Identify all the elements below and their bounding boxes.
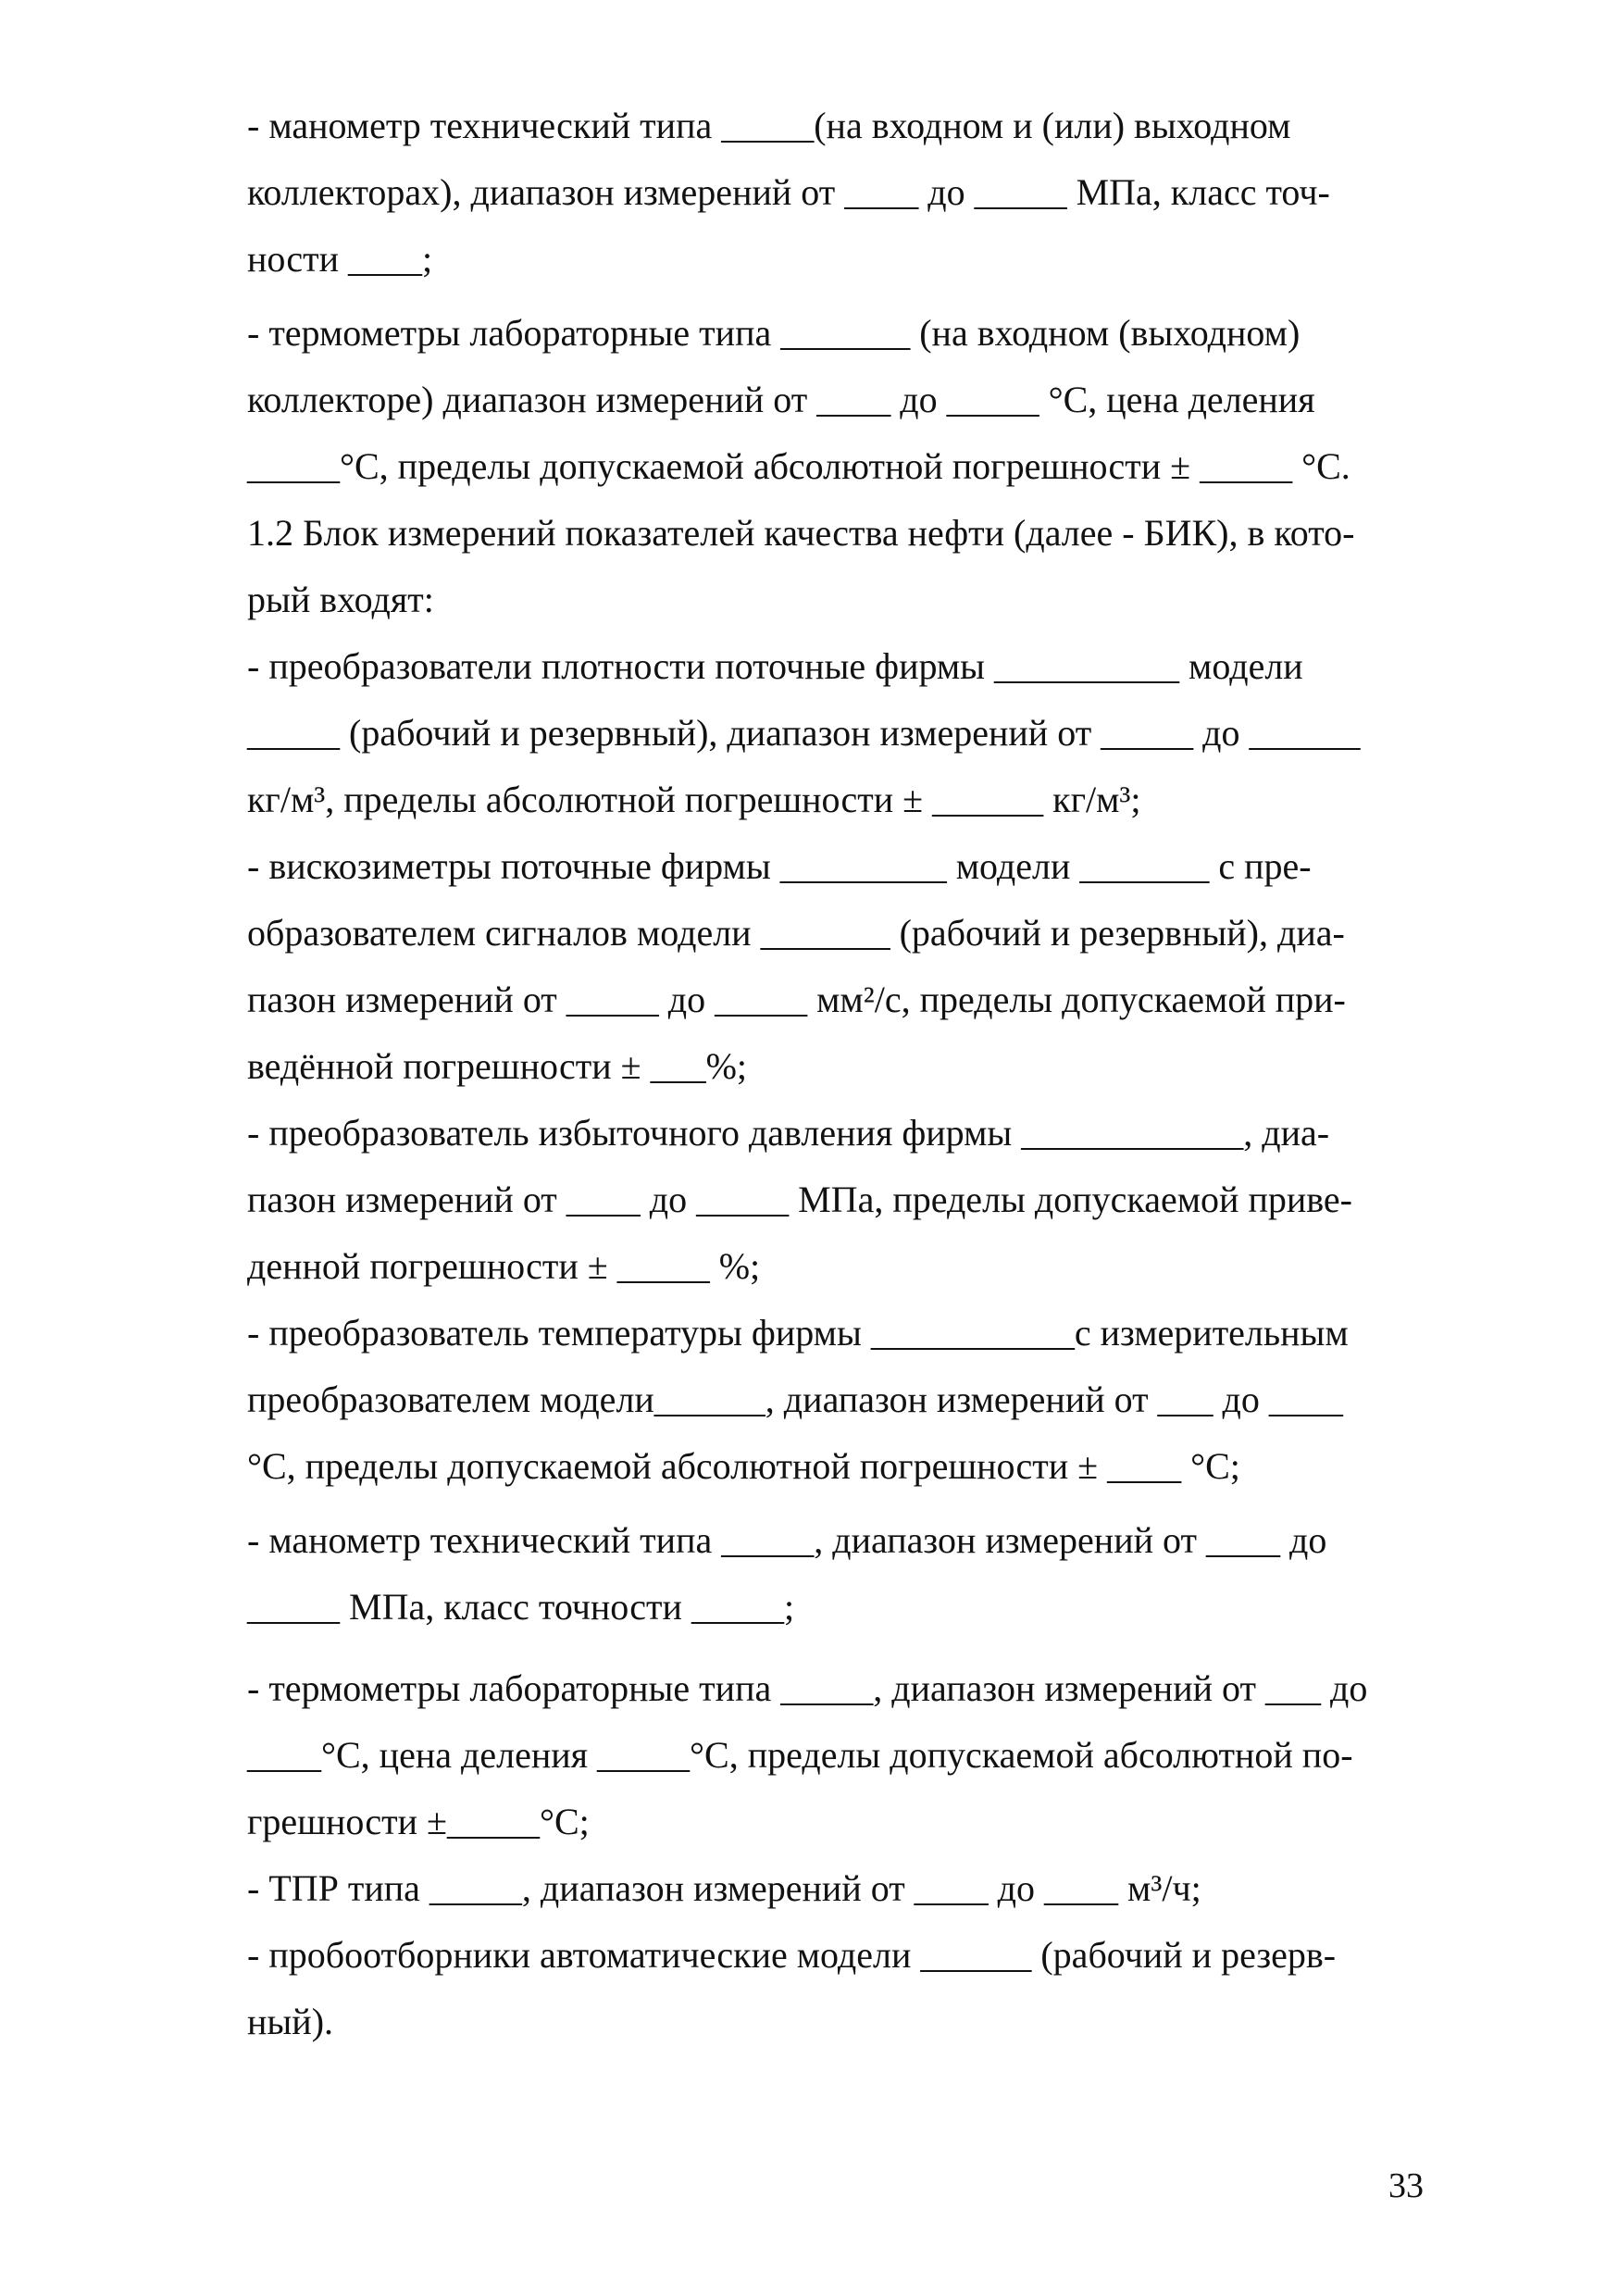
- page-number: 33: [1388, 2166, 1424, 2205]
- text-line: - ТПР типа _____, диапазон измерений от ____ до ____ м³/ч;: [247, 1867, 1201, 1909]
- text-line: - преобразователь избыточного давления фирмы ____________, диа-: [247, 1112, 1330, 1154]
- text-line: - термометры лабораторные типа _____, диапазон измерений от ___ до: [247, 1667, 1368, 1709]
- text-line: - преобразователь температуры фирмы ___________с измерительным: [247, 1312, 1349, 1354]
- text-line: кг/м³, пределы абсолютной погрешности ± ______ кг/м³;: [247, 779, 1141, 820]
- text-line: ный).: [247, 2001, 334, 2042]
- text-line: пазон измерений от ____ до _____ МПа, пределы допускаемой приве-: [247, 1179, 1353, 1220]
- text-line: _____ МПа, класс точности _____;: [247, 1586, 795, 1628]
- text-line: пазон измерений от _____ до _____ мм²/с, пределы допускаемой при-: [247, 979, 1346, 1020]
- text-line: грешности ±_____°С;: [247, 1801, 590, 1842]
- text-line: 1.2 Блок измерений показателей качества нефти (далее - БИК), в кото-: [247, 512, 1355, 554]
- text-line: коллекторе) диапазон измерений от ____ до _____ °С, цена деления: [247, 379, 1315, 420]
- text-line: - вискозиметры поточные фирмы _________ модели _______ с пре-: [247, 845, 1312, 887]
- text-line: °С, пределы допускаемой абсолютной погрешности ± ____ °С;: [247, 1445, 1240, 1487]
- text-line: - манометр технический типа _____, диапазон измерений от ____ до: [247, 1519, 1327, 1561]
- text-line: денной погрешности ± _____ %;: [247, 1245, 761, 1287]
- text-line: рый входят:: [247, 579, 434, 620]
- text-line: образователем сигналов модели _______ (рабочий и резервный), диа-: [247, 912, 1345, 954]
- text-line: _____ (рабочий и резервный), диапазон измерений от _____ до ______: [247, 712, 1361, 754]
- text-line: коллекторах), диапазон измерений от ____ до _____ МПа, класс точ-: [247, 171, 1330, 213]
- text-line: - манометр технический типа _____(на входном и (или) выходном: [247, 105, 1291, 146]
- text-line: преобразователем модели______, диапазон измерений от ___ до ____: [247, 1379, 1343, 1420]
- text-line: _____°С, пределы допускаемой абсолютной погрешности ± _____ °С.: [247, 445, 1350, 487]
- text-line: - термометры лабораторные типа _______ (на входном (выходном): [247, 312, 1301, 354]
- text-line: - преобразователи плотности поточные фирмы __________ модели: [247, 645, 1303, 687]
- text-line: - пробоотборники автоматические модели ______ (рабочий и резерв-: [247, 1934, 1337, 1976]
- text-line: ведённой погрешности ± ___%;: [247, 1045, 747, 1087]
- text-line: ности ____;: [247, 238, 433, 280]
- text-line: ____°С, цена деления _____°С, пределы допускаемой абсолютной по-: [247, 1734, 1353, 1776]
